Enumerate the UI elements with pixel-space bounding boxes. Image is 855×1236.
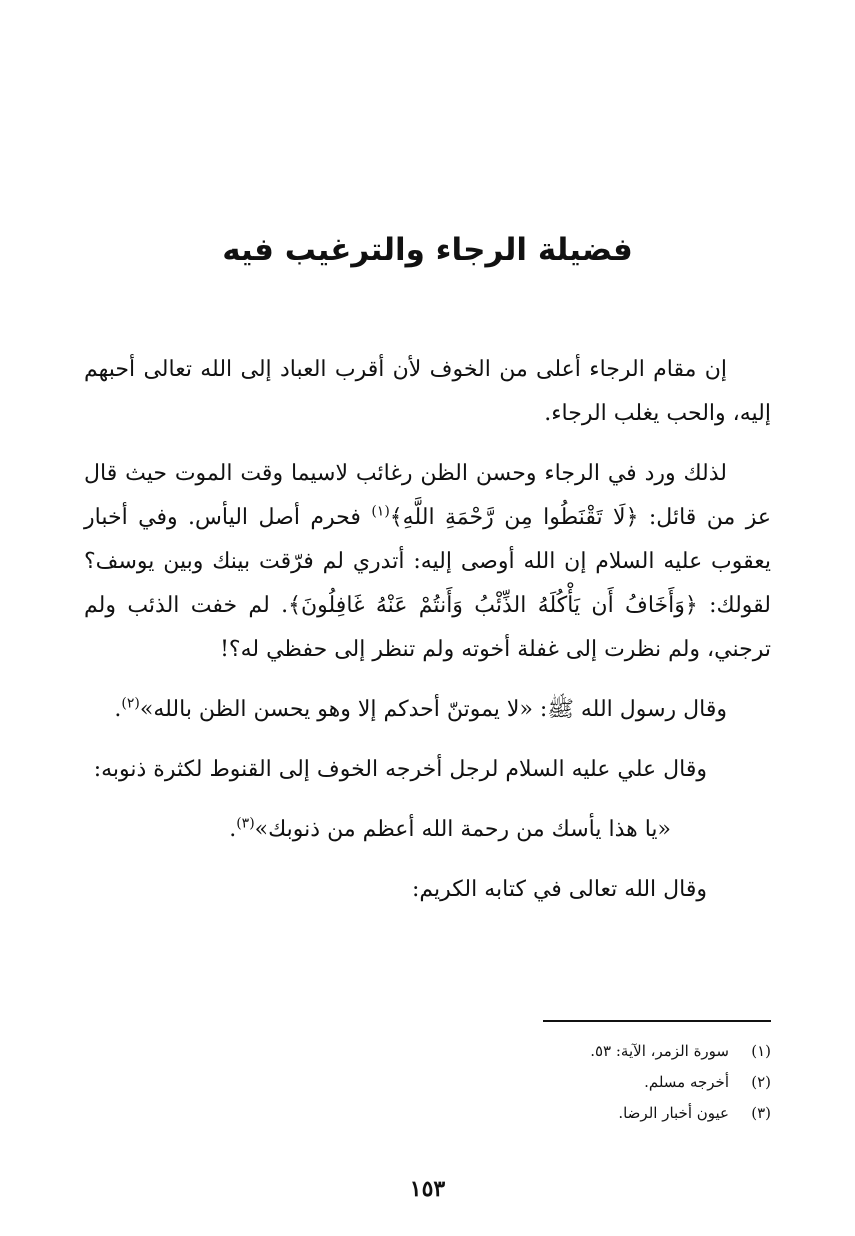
paragraph-1 — [84, 348, 771, 436]
footnote-number: (١) — [751, 1042, 771, 1060]
paragraph-2 — [84, 452, 771, 672]
footnote-ref[interactable]: (٢) — [121, 695, 140, 712]
paragraph-text: «يا هذا يأسك من رحمة الله أعظم من ذنوبك» — [254, 817, 671, 842]
paragraph-text: وقال علي عليه السلام لرجل أخرجه الخوف إلى القنوط لكثرة ذنوبه: — [93, 757, 707, 782]
chapter-title: فضيلة الرجاء والترغيب فيه — [222, 232, 633, 268]
paragraph-text: وقال رسول الله ﷺ: «لا يموتنّ أحدكم إلا وهو يحسن الظن بالله» — [139, 697, 727, 722]
footnote-item — [371, 1067, 771, 1098]
paragraph-text: فحرم أصل اليأس. وفي أخبار يعقوب عليه السلام إن الله أوصى إليه: أتدري لم فرّقت بينك وبين يوسف؟ لقولك: ﴿وَأَخَافُ أَن يَأْكُلَهُ الذِّئْبُ وَأَنتُمْ عَنْهُ غَافِلُونَ﴾. لم خفت الذئب ولم ترجني، ولم نظرت إلى غفلة أخوته ولم تنظر إلى حفظي له؟! — [84, 505, 771, 662]
footnote-item — [371, 1036, 771, 1067]
footnote-number: (٢) — [751, 1073, 771, 1091]
footnote-text: عيون أخبار الرضا. — [618, 1104, 729, 1122]
footnote-text: أخرجه مسلم. — [644, 1073, 729, 1091]
page-number: ١٥٣ — [409, 1176, 446, 1202]
paragraph-5 — [84, 808, 771, 852]
paragraph-text: . — [114, 697, 122, 722]
footnote-item — [371, 1098, 771, 1129]
body-text — [84, 348, 771, 928]
paragraph-text: إن مقام الرجاء أعلى من الخوف لأن أقرب العباد إلى الله تعالى أحبهم إليه، والحب يغلب الرجاء. — [84, 357, 771, 426]
footnote-number: (٣) — [751, 1104, 771, 1122]
footnote-divider — [543, 1020, 771, 1022]
paragraph-text: لذلك ورد في الرجاء وحسن الظن رغائب لاسيما وقت الموت حيث قال عز من قائل: ﴿لَا تَقْنَطُوا مِن رَّحْمَةِ اللَّهِ﴾ — [84, 461, 771, 530]
footnote-ref[interactable]: (٣) — [236, 815, 255, 832]
paragraph-6 — [84, 868, 771, 912]
footnotes — [371, 1036, 771, 1129]
paragraph-text: . — [229, 817, 237, 842]
paragraph-4 — [84, 748, 771, 792]
footnote-ref[interactable]: (١) — [371, 503, 390, 520]
paragraph-text: وقال الله تعالى في كتابه الكريم: — [411, 877, 707, 902]
footnote-text: سورة الزمر، الآية: ٥٣. — [590, 1042, 729, 1060]
paragraph-3 — [84, 688, 771, 732]
